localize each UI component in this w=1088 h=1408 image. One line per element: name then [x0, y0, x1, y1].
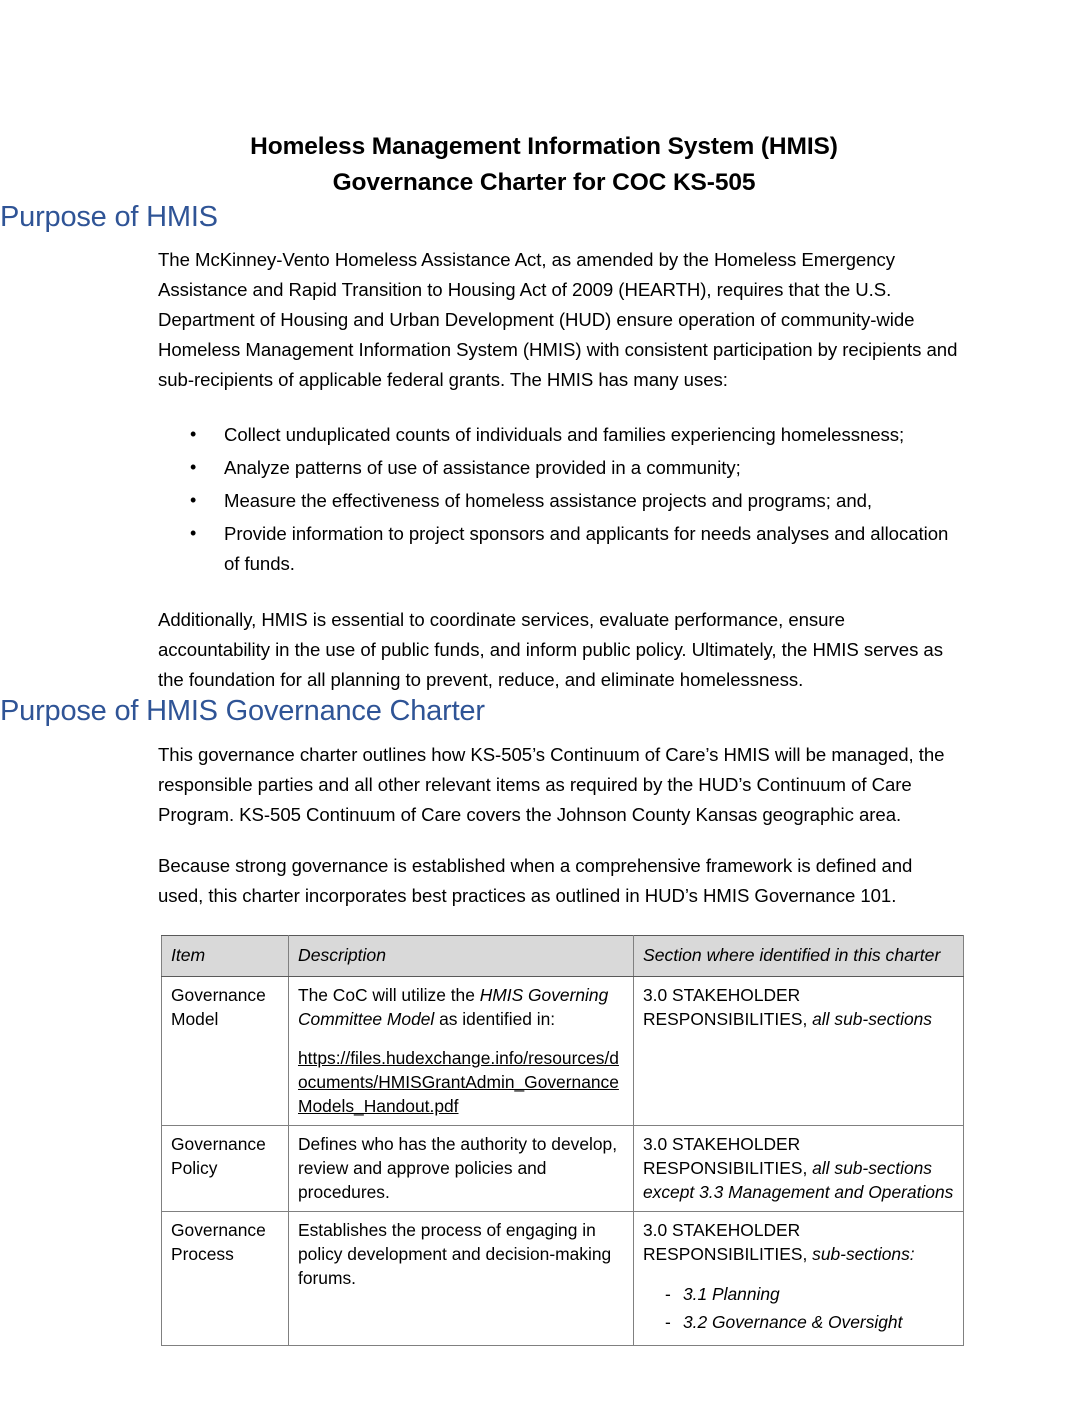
section-text [643, 1132, 954, 1204]
cell-section [634, 1211, 964, 1345]
dash-icon: - [665, 1283, 671, 1304]
heading-purpose-of-hmis: Purpose of HMIS [0, 200, 218, 233]
table-row [162, 976, 964, 1125]
paragraph-hmis-intro: The McKinney-Vento Homeless Assistance Act, as amended by the Homeless Emergency Assistance and Rapid Transition to Housing Act of 2009 (HEARTH), requires that the U.S. Department of Housing and Urban Development (HUD) ensure operation of community-wide Homeless Management Information System (HMIS) with consistent participation by recipients and sub-recipients of applicable federal grants. The HMIS has many uses: [158, 249, 958, 391]
document-title-line-2: Governance Charter for COC KS-505 [332, 168, 756, 196]
description-emphasis: HMIS Governing Committee Model [298, 984, 609, 1029]
section-text [643, 983, 954, 1031]
section-emphasis: all sub-sections [812, 1008, 932, 1029]
list-item [158, 519, 958, 579]
table-row [162, 1211, 964, 1345]
description-text [298, 983, 624, 1031]
list-item [158, 420, 958, 450]
cell-item: Governance Process [162, 1211, 289, 1345]
table-row [162, 1125, 964, 1211]
dash-icon: - [665, 1311, 671, 1332]
cell-description [289, 1125, 634, 1211]
section-purpose-of-charter-body [158, 740, 958, 912]
heading-purpose-of-governance-charter: Purpose of HMIS Governance Charter [0, 695, 485, 728]
description-text: Establishes the process of engaging in policy development and decision-making forums. [298, 1219, 612, 1288]
section-emphasis: all sub-sections except 3.3 Management and Operations [643, 1157, 954, 1202]
list-item [158, 453, 958, 483]
bullet-icon: • [190, 423, 197, 444]
section-sub-list [643, 1282, 954, 1334]
section-emphasis: sub-sections: [812, 1243, 915, 1264]
cell-section [634, 1125, 964, 1211]
bullet-icon: • [190, 456, 197, 477]
charter-summary-table [161, 935, 964, 1345]
paragraph-hmis-additional: Additionally, HMIS is essential to coordinate services, evaluate performance, ensure accountability in the use of public funds, and inform public policy. Ultimately, the HMIS serves as the foundation for all planning to prevent, reduce, and eliminate homelessness. [158, 609, 943, 691]
section-plain: 3.0 STAKEHOLDER RESPONSIBILITIES, [643, 1219, 813, 1264]
list-item-label: 3.2 Governance & Oversight [683, 1311, 903, 1332]
document-title-line-1: Homeless Management Information System (HMIS) [250, 133, 838, 160]
list-item-label: Analyze patterns of use of assistance provided in a community; [224, 456, 741, 478]
cell-section [634, 976, 964, 1125]
description-text: Defines who has the authority to develop, review and approve policies and procedures. [298, 1133, 618, 1202]
bullet-icon: • [190, 489, 197, 510]
description-link-paragraph [298, 1046, 624, 1118]
hudexchange-governance-models-link[interactable]: https://files.hudexchange.info/resources/documents/HMISGrantAdmin_GovernanceModels_Handout.pdf [298, 1047, 619, 1116]
cell-description [289, 976, 634, 1125]
list-item-label: Provide information to project sponsors and applicants for needs analyses and allocation of funds. [224, 522, 949, 575]
paragraph-charter-best-practices: Because strong governance is established when a comprehensive framework is defined and used, this charter incorporates best practices as outlined in HUD’s HMIS Governance 101. [158, 855, 913, 907]
hmis-uses-list [158, 420, 958, 580]
table-header-row [162, 936, 964, 976]
list-item [643, 1310, 954, 1334]
column-header-section: Section where identified in this charter [634, 936, 964, 976]
section-plain: 3.0 STAKEHOLDER RESPONSIBILITIES, [643, 1133, 813, 1178]
section-purpose-of-hmis-body [158, 245, 958, 695]
section-plain: 3.0 STAKEHOLDER RESPONSIBILITIES, [643, 984, 813, 1029]
list-item-label: Collect unduplicated counts of individuals and families experiencing homelessness; [224, 423, 905, 445]
column-header-description: Description [289, 936, 634, 976]
description-tail: as identified in: [434, 1008, 556, 1029]
bullet-icon: • [190, 522, 197, 543]
column-header-item: Item [162, 936, 289, 976]
list-item [643, 1282, 954, 1306]
description-lead: The CoC will utilize the [298, 984, 480, 1005]
list-item [158, 486, 958, 516]
cell-item: Governance Policy [162, 1125, 289, 1211]
section-text [643, 1218, 954, 1266]
paragraph-charter-outline: This governance charter outlines how KS-505’s Continuum of Care’s HMIS will be managed, the responsible parties and all other relevant items as required by the HUD’s Continuum of Care Program. KS-505 Continuum of Care covers the Johnson County Kansas geographic area. [158, 743, 945, 826]
list-item-label: 3.1 Planning [683, 1283, 780, 1304]
cell-item: Governance Model [162, 976, 289, 1125]
cell-description [289, 1211, 634, 1345]
list-item-label: Measure the effectiveness of homeless assistance projects and programs; and, [224, 489, 873, 511]
